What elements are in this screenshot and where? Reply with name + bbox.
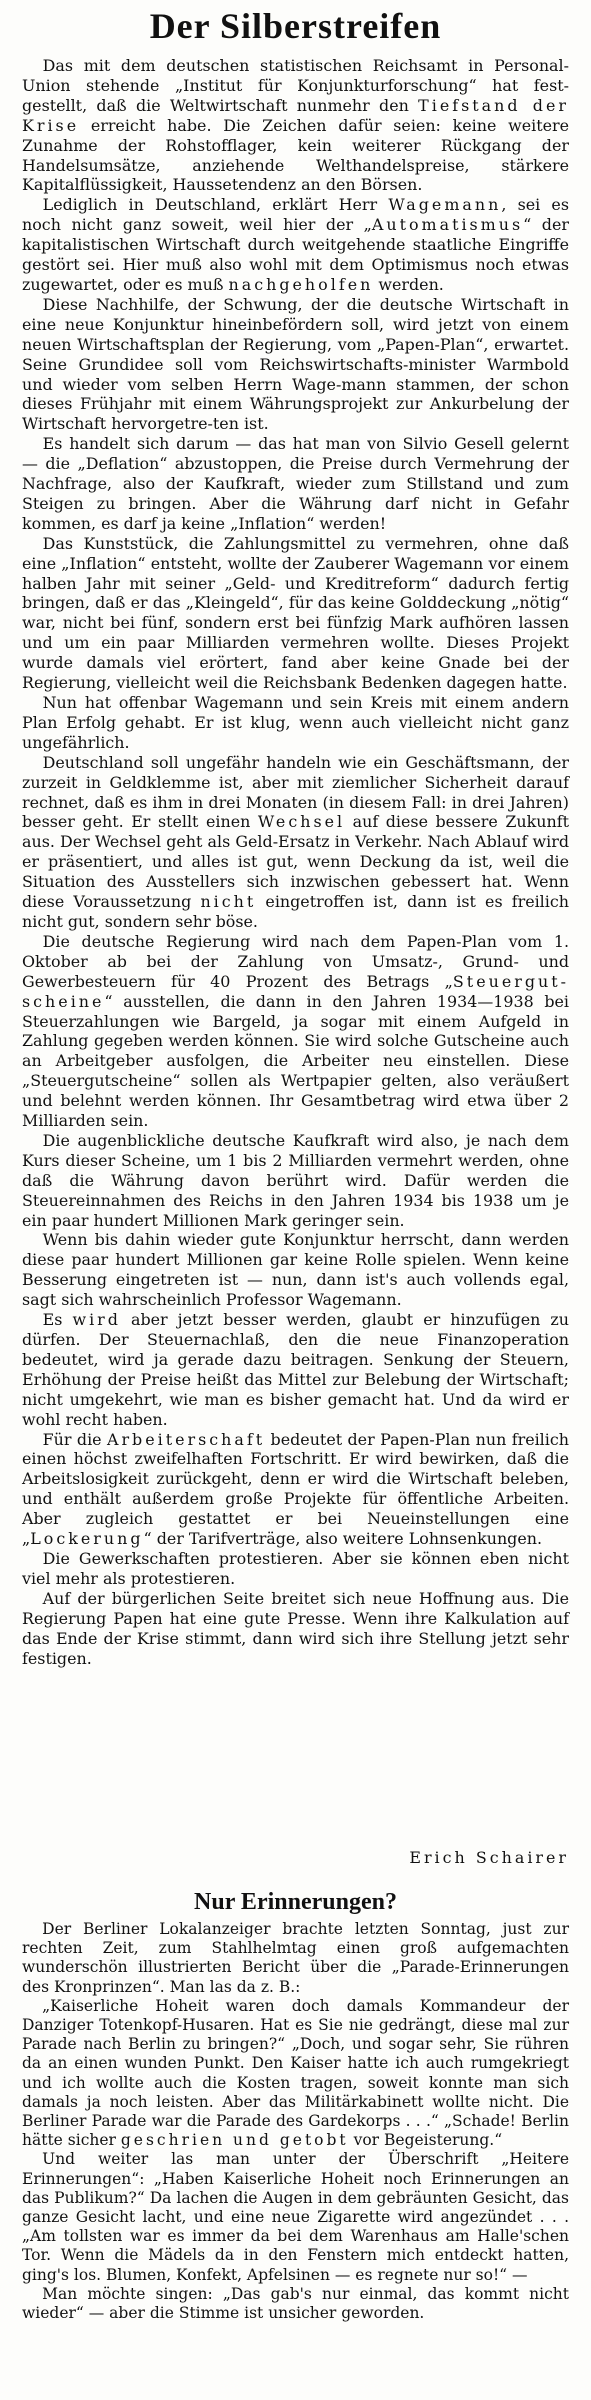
article-body: [22, 56, 569, 1668]
text-run: vor Begeisterung.“: [348, 2131, 503, 2150]
emphasis-text: Tiefstand der Krise: [22, 95, 569, 135]
paragraph: [22, 1549, 569, 1589]
paragraph: [22, 693, 569, 753]
paragraph: [22, 1310, 569, 1429]
second-article-title: Nur Erinnerungen?: [194, 1889, 397, 1915]
text-run: Deutschland soll ungefähr handeln wie ein Geschäftsmann, der zurzeit in Geldklemme ist, aber mit ziemlicher Sicherheit darauf rechnet, daß es ihm in drei Monaten (in diesem Fall: in drei Jahren) besser geht. Er stellt einen: [22, 752, 569, 832]
emphasis-text: Wechsel: [257, 812, 346, 832]
paragraph: [22, 932, 569, 1131]
paragraph: [22, 534, 569, 693]
text-run: “ ausstellen, die dann in den Jahren 1934—1938 bei Steuerzahlungen wie Bargeld, ja sogar mit einem Aufgeld in Zahlung gegeben werden können. Sie wird solche Gutscheine auch an Arbeitgeber ausfolgen, die Arbeiter neu einstellen. Diese „Steuergutscheine“ sollen als Wertpapier gelten, also veräußert und belehnt werden können. Ihr Gesamtbetrag wird etwa über 2 Milliarden sein.: [22, 991, 569, 1131]
paragraph: [22, 2285, 569, 2323]
text-run: Wenn bis dahin wieder gute Konjunktur herrscht, dann werden diese paar hundert Millionen gar keine Rolle spielen. Wenn keine Besserung eingetreten ist — nun, dann ist's auch vollends egal, sagt sich wahrscheinlich Professor Wagemann.: [22, 1230, 569, 1310]
text-run: eingetroffen ist, dann ist es freilich nicht gut, sondern sehr böse.: [22, 892, 569, 931]
paragraph: [22, 1997, 569, 2151]
emphasis-text: geschrien und getobt: [120, 2131, 349, 2150]
paragraph: [22, 195, 569, 295]
article-title: Der Silberstreifen: [149, 6, 442, 46]
text-run: werden.: [373, 274, 444, 294]
text-run: Auf der bürgerlichen Seite breitet sich neue Hoffnung aus. Die Regierung Papen hat eine gute Presse. Wenn ihre Kalkulation auf das Ende der Krise stimmt, dann wird sich ihre Stellung jetzt sehr festigen.: [22, 1588, 569, 1668]
article-signature-wrap: [22, 1848, 569, 1868]
emphasis-text: Arbeiterschaft: [106, 1429, 266, 1449]
text-run: Der Berliner Lokalanzeiger brachte letzten Sonntag, just zur rechten Zeit, zum Stahlhelmtag einen groß aufgemachten wunderschön illustrierten Bericht über die „Parade-Erinnerungen des Kronprinzen“. Man las da z. B.:: [22, 1920, 569, 1996]
emphasis-text: Steuergut-scheine: [22, 971, 569, 1011]
emphasis-text: wird: [72, 1310, 121, 1330]
paragraph: [22, 1920, 569, 1997]
paragraph: [22, 1131, 569, 1231]
paragraph: [22, 1430, 569, 1549]
text-run: aber jetzt besser werden, glaubt er hinzufügen zu dürfen. Der Steuernachlaß, den die neue Finanzoperation bedeutet, wird ja gerade dazu beitragen. Senkung der Steuern, Erhöhung der Preise heißt das Mittel zur Belebung der Wirtschaft; nicht umgekehrt, wie man es bisher gemacht hat. Und da wird er wohl recht haben.: [22, 1310, 569, 1429]
paragraph: [22, 753, 569, 932]
text-run: erreicht habe. Die Zeichen dafür seien: keine weitere Zunahme der Rohstofflager, kein weiterer Rückgang der Handelsumsätze, anziehende Welthandelspreise, stärkere Kapitalflüssigkeit, Haussetendenz an den Börsen.: [22, 115, 569, 195]
text-run: Und weiter las man unter der Überschrift „Heitere Erinnerungen“: „Haben Kaiserliche Hoheit noch Erinnerungen an das Publikum?“ Da lachen die Augen in dem gebräunten Gesicht, das ganze Gesicht lacht, und eine neue Zigarette wird angezündet . . . „Am tollsten war es immer da bei dem Warenhaus am Halle'schen Tor. Wenn die Mädels da in den Fenstern mich entdeckt hatten, ging's los. Blumen, Konfekt, Apfelsinen — es regnete nur so!“ —: [22, 2150, 569, 2284]
text-run: Für die: [42, 1429, 107, 1449]
text-run: bedeutet der Papen-Plan nun freilich einen höchst zweifelhaften Fortschritt. Er wird bewirken, daß die Arbeitslosigkeit zurückgeht, denn er wird die Wirtschaft beleben, und enthält außerdem große Projekte für öffentliche Arbeiten. Aber zugleich gestattet er bei Neueinstellungen eine „: [22, 1429, 569, 1549]
text-run: “ der kapitalistischen Wirtschaft durch weitgehende staatliche Eingriffe gestört sei. Hier muß also wohl mit dem Optimismus noch etwas zugewartet, oder es muß: [22, 215, 569, 294]
paragraph: [22, 1589, 569, 1669]
text-run: Man möchte singen: „Das gab's nur einmal, das kommt nicht wieder“ — aber die Stimme ist unsicher geworden.: [22, 2284, 569, 2323]
text-run: , sei es noch nicht ganz soweit, weil hier der „: [22, 195, 569, 235]
text-run: Die augenblickliche deutsche Kaufkraft wird also, je nach dem Kurs dieser Scheine, um 1 bis 2 Milliarden vermehrt werden, ohne daß die Währung davon berührt wird. Dafür werden die Steuereinnahmen des Reichs in den Jahren 1934 bis 1938 um je ein paar hundert Millionen Mark geringer sein.: [22, 1130, 569, 1230]
text-run: „Kaiserliche Hoheit waren doch damals Kommandeur der Danziger Totenkopf-Husaren. Hat es Sie nie gedrängt, diese mal zur Parade nach Berlin zu bringen?“ „Doch, und sogar sehr, Sie rühren da an einen wunden Punkt. Den Kaiser hatte ich auch rumgekriegt und ich wollte auch die Kosten tragen, soweit konnte man sich damals ja noch leisten. Aber das Militärkabinett wollte nicht. Die Berliner Parade war die Parade des Gardekorps . . .“ „Schade! Berlin hätte sicher: [22, 1996, 569, 2150]
paragraph: [22, 1230, 569, 1310]
text-run: Nun hat offenbar Wagemann und sein Kreis mit einem andern Plan Erfolg gehabt. Er ist klug, wenn auch vielleicht nicht ganz ungefährlich.: [22, 693, 569, 752]
text-run: Es handelt sich darum — das hat man von Silvio Gesell gelernt — die „Deflation“ abzustoppen, die Preise durch Vermehrung der Nachfrage, also der Kaufkraft, wieder zum Stillstand und zum Steigen zu bringen. Aber die Währung darf nicht in Gefahr kommen, es darf ja keine „Inflation“ werden!: [22, 434, 569, 533]
paragraph: [22, 56, 569, 195]
paragraph: [22, 2150, 569, 2284]
emphasis-text: Wagemann: [388, 195, 502, 215]
emphasis-text: Automatismus: [371, 215, 524, 235]
article-signature: Erich Schairer: [409, 1848, 569, 1867]
emphasis-text: nicht: [200, 892, 257, 912]
text-run: Das Kunststück, die Zahlungsmittel zu vermehren, ohne daß eine „Inflation“ entsteht, wollte der Zauberer Wagemann vor einem halben Jahr mit seiner „Geld- und Kreditreform“ dadurch fertig bringen, daß er das „Kleingeld“, für das keine Golddeckung „nötig“ war, nicht bei fünf, sondern erst bei fünfzig Mark aufhören lassen und um ein paar Milliarden vermehren wollte. Dieses Projekt wurde damals viel erörtert, fand aber keine Gnade bei der Regierung, vielleicht weil die Reichsbank Bedenken dagegen hatte.: [22, 533, 569, 693]
text-run: Die deutsche Regierung wird nach dem Papen-Plan vom 1. Oktober ab bei der Zahlung von Umsatz-, Grund- und Gewerbesteuern für 40 Prozent des Betrags „: [22, 931, 569, 991]
text-run: Es: [42, 1310, 73, 1330]
paragraph: [22, 295, 569, 434]
text-run: Die Gewerkschaften protestieren. Aber sie können eben nicht viel mehr als protestieren.: [22, 1548, 569, 1588]
text-run: auf diese bessere Zukunft aus. Der Wechsel geht als Geld-Ersatz in Verkehr. Nach Ablauf wird er präsentiert, und alles ist gut, wenn Deckung da ist, weil die Situation des Ausstellers sich inzwischen gebessert hat. Wenn diese Voraussetzung: [22, 812, 569, 912]
emphasis-text: Lockerung: [30, 1529, 144, 1549]
paragraph: [22, 434, 569, 534]
emphasis-text: nachgeholfen: [228, 274, 374, 294]
second-article-body: [22, 1920, 569, 2323]
text-run: Diese Nachhilfe, der Schwung, der die deutsche Wirtschaft in eine neue Konjunktur hineinbefördern soll, wird jetzt von einem neuen Wirtschaftsplan der Regierung, vom „Papen-Plan“, erwartet. Seine Grundidee soll vom Reichswirtschafts-minister Warmbold und wieder vom selben Herrn Wage-mann stammen, der schon dieses Frühjahr mit einem Währungsprojekt zur Ankurbelung der Wirtschaft hervorgetre-ten ist.: [22, 294, 569, 434]
text-run: Lediglich in Deutschland, erklärt Herr: [42, 195, 389, 215]
text-run: “ der Tarifverträge, also weitere Lohnsenkungen.: [143, 1529, 543, 1549]
text-run: Das mit dem deutschen statistischen Reichsamt in Personal-Union stehende „Institut für Konjunkturforschung“ hat fest-gestellt, daß die Weltwirtschaft nunmehr den: [22, 56, 569, 115]
